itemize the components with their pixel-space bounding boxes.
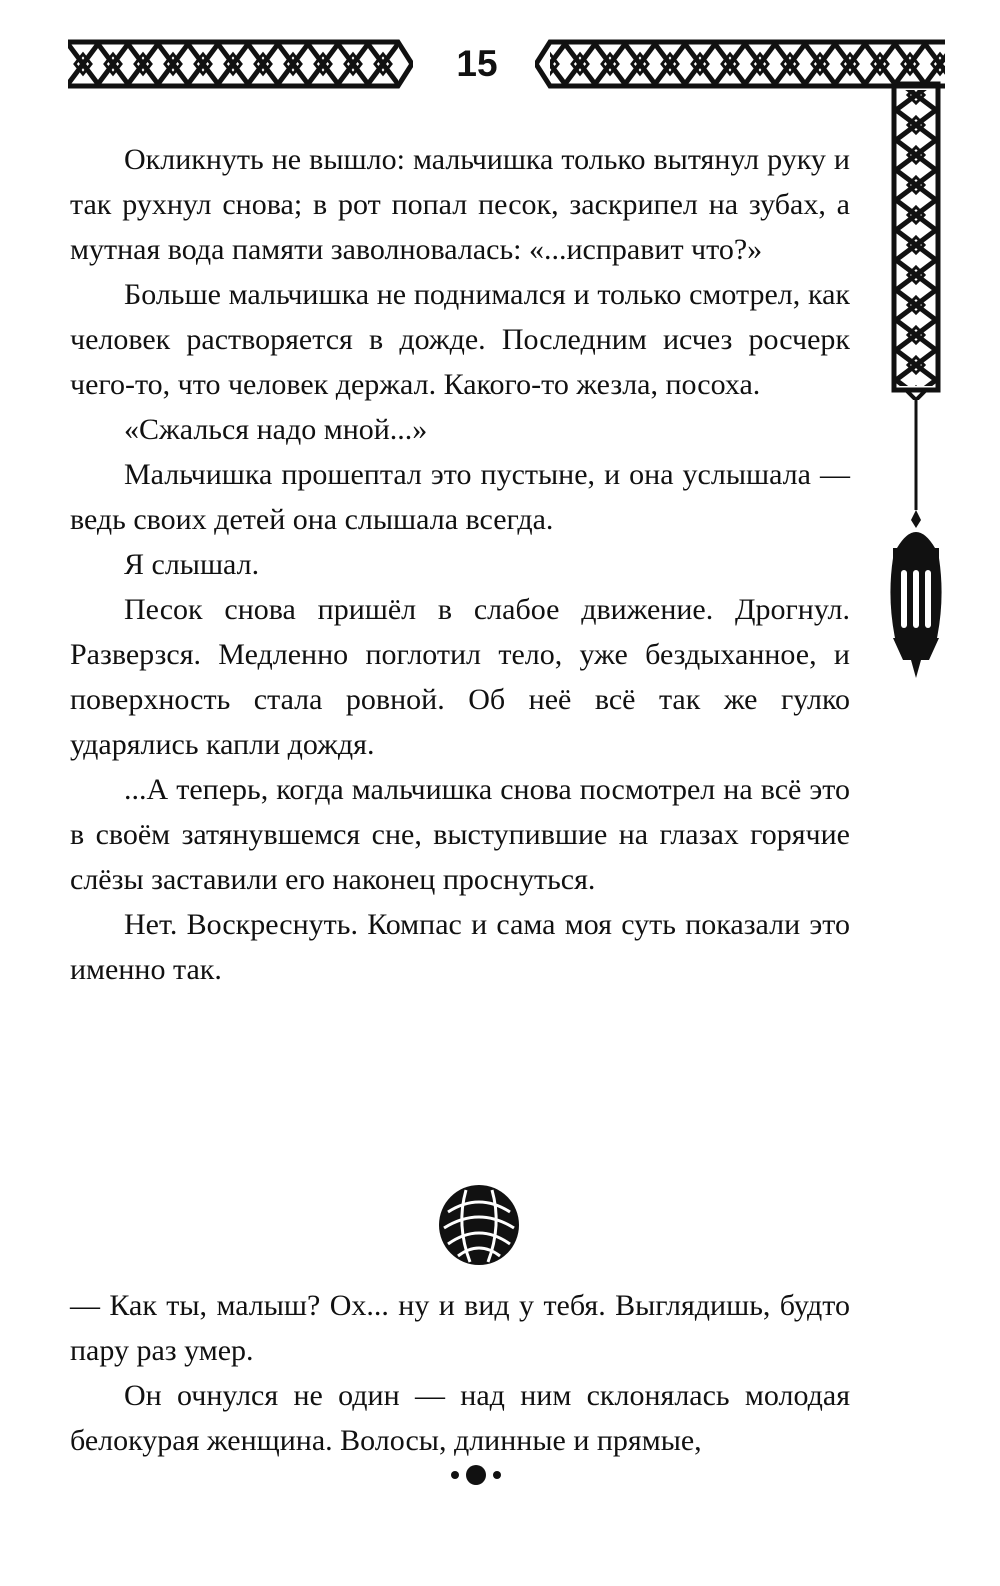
lattice-column-icon <box>888 80 944 400</box>
paragraph: Окликнуть не вышло: мальчишка только вытянул руку и так рухнул снова; в рот попал песок, заскрипел на зубах, а мутная вода памяти заволновалась: «...исправит что?» <box>70 143 850 266</box>
lattice-band-left-icon <box>68 38 413 90</box>
paragraph: Я слышал. <box>124 548 260 581</box>
body-text <box>70 137 850 992</box>
dot-ornament-icon <box>446 1463 506 1487</box>
interlace-knot-icon <box>436 1182 522 1268</box>
paragraph: Песок снова пришёл в слабое движение. Дрогнул. Разверзся. Медленно поглотил тело, уже бездыханное, и поверхность стала ровной. Об неё всё так же гулко ударялись капли дождя. <box>70 593 850 761</box>
paragraph: Нет. Воскреснуть. Компас и сама моя суть показали это именно так. <box>70 908 850 986</box>
paragraph: — Как ты, малыш? Ох... ну и вид у тебя. Выглядишь, будто пару раз умер. <box>70 1289 850 1367</box>
paragraph: ...А теперь, когда мальчишка снова посмотрел на всё это в своём затянувшемся сне, выступившие на глазах горячие слёзы заставили его наконец проснуться. <box>70 773 850 896</box>
hanging-lantern-icon <box>883 398 949 678</box>
page-number: 15 <box>456 43 498 84</box>
paragraph: Мальчишка прошептал это пустыне, и она услышала — ведь своих детей она слышала всегда. <box>70 458 850 536</box>
paragraph: Больше мальчишка не поднимался и только смотрел, как человек растворяется в дожде. Последним исчез росчерк чего-то, что человек держал. Какого-то жезла, посоха. <box>70 278 850 401</box>
paragraph: «Сжалься надо мной...» <box>124 413 428 446</box>
body-text-continued <box>70 1283 850 1463</box>
paragraph: Он очнулся не один — над ним склонялась молодая белокурая женщина. Волосы, длинные и прямые, <box>70 1379 850 1457</box>
lattice-band-right-icon <box>535 38 945 90</box>
